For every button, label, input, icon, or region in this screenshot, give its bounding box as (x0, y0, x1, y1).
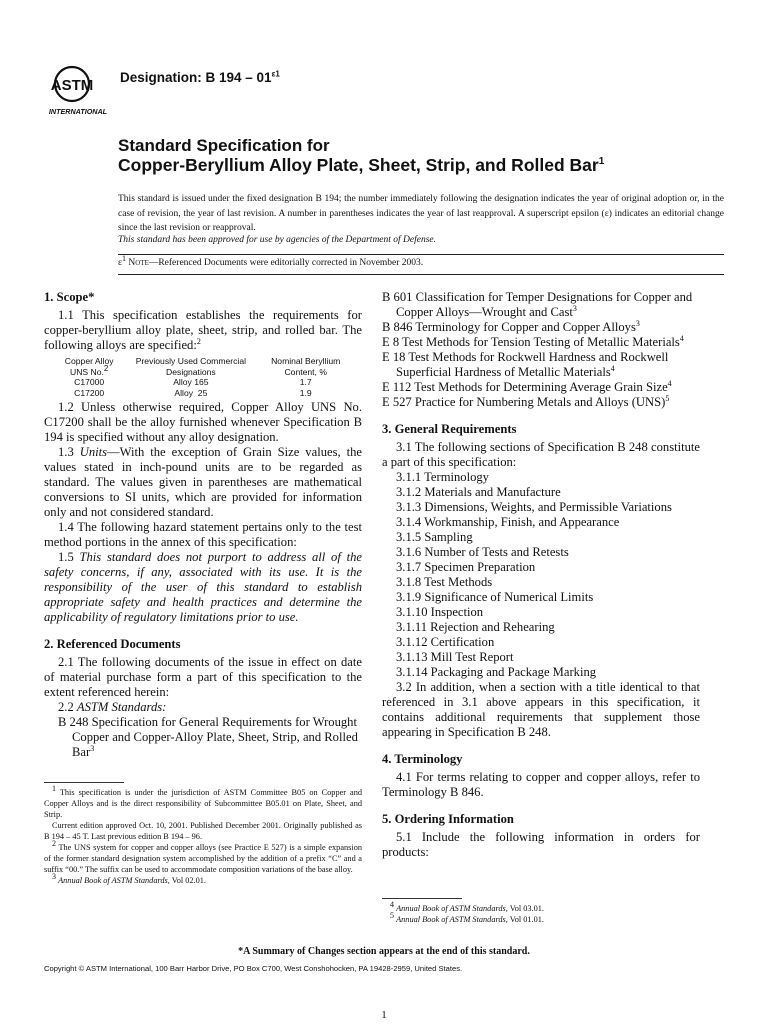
list-item: 3.1.8 Test Methods (396, 575, 493, 589)
paragraph: 1.2 Unless otherwise required, Copper Alloy UNS No. C17200 shall be the alloy furnished whenever Specification B 194 is specified without any alloy designation. (44, 400, 362, 444)
section-heading: 4. Terminology (382, 752, 463, 766)
divider (118, 274, 724, 275)
footnote: $^2$ The UNS system for copper and copper alloys (see Practice E 527) is a simple expansion of the former standard designation system accomplished by the addition of a prefix “C” and a suffix “00.” The suffix can be used to accommodate composition variations of the base alloy. (44, 839, 362, 874)
table-cell: Alloy 165 (173, 377, 209, 387)
footnote: $^3$ Annual Book of ASTM Standards, Vol 02.01. (52, 872, 206, 885)
section-heading: 5. Ordering Information (382, 812, 514, 826)
paragraph: 1.5 This standard does not purport to address all of the safety concerns, if any, associated with its use. It is the responsibility of the user of this standard to establish appropriate safety and health practices and determine the applicability of regulatory limitations prior to use. (44, 550, 362, 624)
reference-item: B 601 Classification for Temper Designations for Copper and Copper Alloys—Wrought and Cast$^3$ (382, 290, 693, 319)
paragraph: 1.4 The following hazard statement pertains only to the test method portions in the annex of this specification: (44, 520, 362, 549)
paragraph: 1.1 This specification establishes the requirements for copper-beryllium alloy plate, sheet, strip, and rolled bar. The following alloys are specified:$^2$ (44, 308, 362, 352)
footnote: $^4$ Annual Book of ASTM Standards, Vol 03.01. (390, 900, 544, 913)
intro-paragraph: This standard is issued under the fixed designation B 194; the number immediately following the designation indicates the year of original adoption or, in the case of revision, the year of last revision. A number in parentheses indicates the year of last reapproval. A superscript epsilon (ε) indicates an editorial change since the last revision or reapproval. (118, 194, 724, 233)
table-cell: 1.7 (299, 377, 312, 387)
paragraph: 5.1 Include the following information in orders for products: (382, 830, 700, 859)
designation: Designation: B $194 - 01^{\varepsilon 1}$ (120, 69, 280, 85)
paragraph: 1.3 Units—With the exception of Grain Size values, the values stated in inch-pound units are to be regarded as standard. The values given in parentheses are mathematical conversions to SI units, which are provided for information only and not considered standard. (44, 445, 362, 519)
list-item: 3.1.7 Specimen Preparation (396, 560, 536, 574)
paragraph: 2.1 The following documents of the issue in effect on date of material purchase form a part of this specification to the extent referenced herein: (44, 655, 362, 699)
list-item: 3.1.12 Certification (396, 635, 495, 649)
reference-item: E 527 Practice for Numbering Metals and Alloys (UNS)$^5$ (382, 393, 670, 409)
table-cell: C17200 (74, 387, 105, 398)
list-item: 3.1.4 Workmanship, Finish, and Appearance (396, 515, 620, 529)
footnote: $^1$ This specification is under the jurisdiction of ASTM Committee B05 on Copper and Copper Alloys and is the direct responsibility of Subcommittee B05.01 on Plate, Sheet, and Strip. (44, 784, 362, 819)
table-header: Nominal Beryllium Content, % (271, 356, 341, 377)
list-item: 3.1.14 Packaging and Package Marking (396, 665, 597, 679)
reference-item: B 248 Specification for General Requirements for Wrought Copper and Copper-Alloy Plate, Sheet, Strip, and Rolled Bar$^3$ (58, 715, 358, 759)
table-header-row (58, 356, 350, 377)
section-heading: 2. Referenced Documents (44, 637, 181, 651)
summary-note: *A Summary of Changes section appears at the end of this standard. (238, 946, 530, 957)
reference-item: E 8 Test Methods for Tension Testing of Metallic Materials$^4$ (382, 333, 684, 349)
table-cell: Alloy 25 (174, 387, 208, 398)
list-item: 3.1.1 Terminology (396, 470, 489, 484)
paragraph: 3.1 The following sections of Specification B 248 constitute a part of this specification: (382, 440, 700, 469)
section-heading: 3. General Requirements (382, 422, 517, 436)
list-item: 3.1.2 Materials and Manufacture (396, 485, 561, 499)
paragraph: 4.1 For terms relating to copper and copper alloys, refer to Terminology B 846. (382, 770, 700, 799)
list-item: 3.1.5 Sampling (396, 530, 473, 544)
reference-item: E 112 Test Methods for Determining Average Grain Size$^4$ (382, 378, 672, 394)
list-item: 3.1.9 Significance of Numerical Limits (396, 590, 594, 604)
logo-text: ASTM (50, 77, 94, 94)
astm-logo (44, 64, 116, 118)
dod-statement: This standard has been approved for use by agencies of the Department of Defense. (118, 235, 437, 245)
reference-item: E 18 Test Methods for Rockwell Hardness and Rockwell Superficial Hardness of Metallic Materials$^4$ (382, 350, 669, 379)
editorial-note: $\varepsilon^1$ Note—Referenced Documents were editorially corrected in November 2003. (118, 253, 424, 268)
list-item: 3.1.6 Number of Tests and Retests (396, 545, 569, 559)
table-row (58, 377, 350, 388)
reference-item: B 846 Terminology for Copper and Copper Alloys$^3$ (382, 318, 640, 334)
table-header: Copper Alloy UNS No.$^2$ (64, 356, 114, 377)
table-row (58, 388, 350, 399)
left-column (44, 290, 362, 886)
page-title: Copper-Beryllium Alloy Plate, Sheet, Strip, and Rolled Bar$^1$ (118, 155, 605, 175)
section-heading: 1. Scope* (44, 290, 95, 304)
footnote: $^5$ Annual Book of ASTM Standards, Vol 01.01. (390, 911, 544, 924)
list-item: 3.1.10 Inspection (396, 605, 484, 619)
footnote: Current edition approved Oct. 10, 2001. Published December 2001. Originally published as B 194 – 45 T. Last previous edition B 194 – 96. (44, 821, 362, 841)
paragraph: 3.2 In addition, when a section with a title identical to that referenced in 3.1 above appears in this specification, it contains additional requirements that supplement those appearing in Specification B 248. (382, 680, 700, 739)
logo-subtext: INTERNATIONAL (48, 107, 108, 116)
table-cell: 1.9 (299, 387, 312, 398)
list-item: 3.1.3 Dimensions, Weights, and Permissible Variations (396, 500, 672, 514)
right-column (382, 290, 700, 925)
alloy-table (58, 356, 350, 398)
table-cell: C17000 (74, 377, 105, 387)
copyright: Copyright © ASTM International, 100 Barr Harbor Drive, PO Box C700, West Conshohocken, PA 19428-2959, United States. (44, 964, 463, 973)
page-number: 1 (381, 1009, 387, 1021)
title-line-1: Standard Specification for (118, 136, 330, 155)
list-item: 3.1.13 Mill Test Report (396, 650, 514, 664)
list-item: 3.1.11 Rejection and Rehearing (396, 620, 555, 634)
table-header: Previously Used Commercial Designations (135, 356, 247, 377)
divider (118, 254, 724, 255)
paragraph: 2.2 ASTM Standards: (58, 700, 167, 714)
